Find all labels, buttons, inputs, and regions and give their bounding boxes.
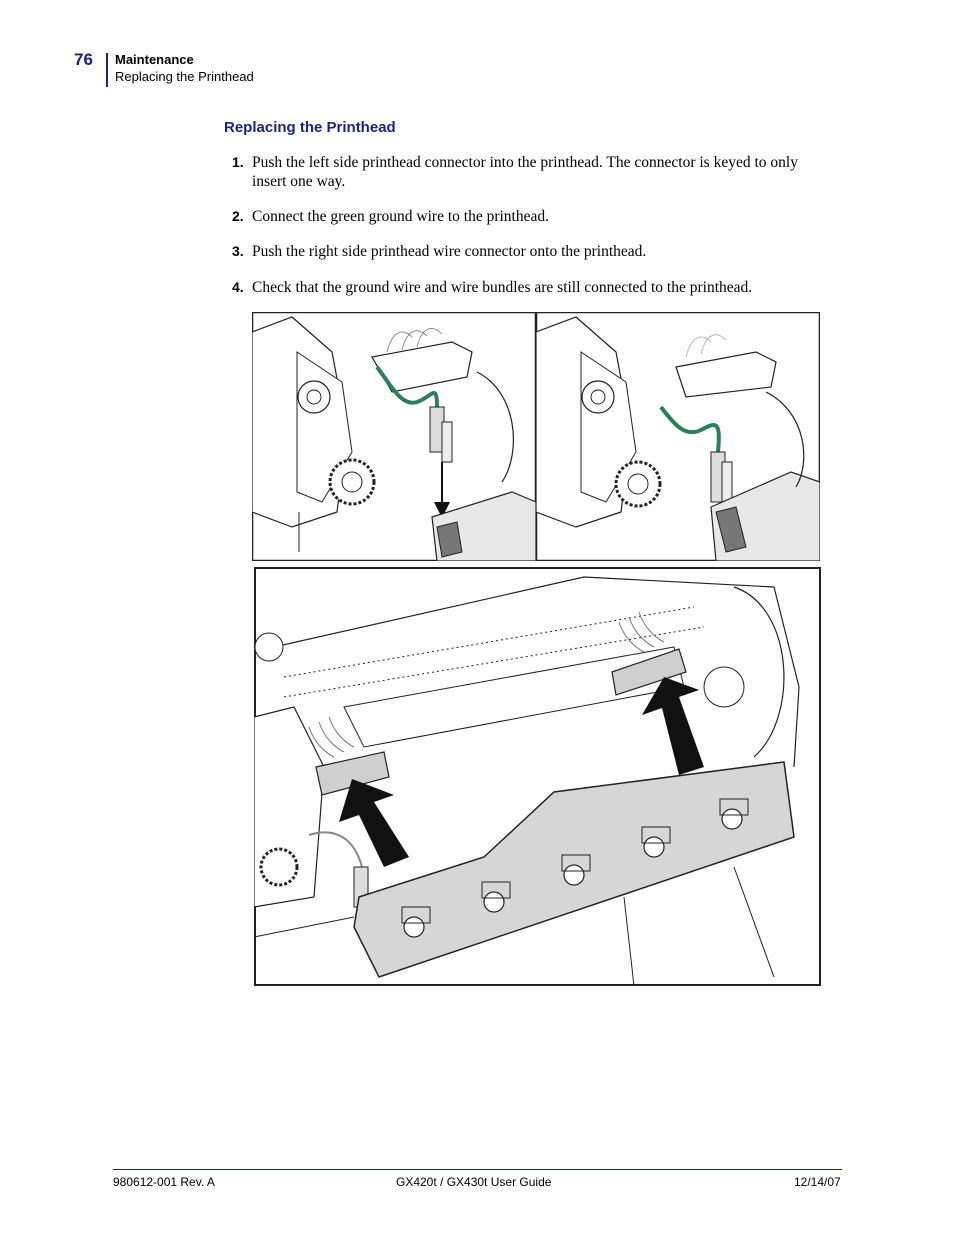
step-text: Push the right side printhead wire connector onto the printhead. [252,243,647,260]
step-number: 3. [232,243,244,259]
step-text: Push the left side printhead connector into the printhead. The connector is keyed to only insert one way. [252,154,798,190]
header-chapter: Maintenance [115,52,194,67]
step-3 [232,242,832,261]
step-1 [232,153,832,191]
header-divider [106,53,108,87]
figure-printhead-connectors-drawing [254,567,821,986]
figure-ground-wire-connected [536,312,820,561]
step-number: 2. [232,208,244,224]
section-title: Replacing the Printhead [224,119,396,136]
footer-guide-title: GX420t / GX430t User Guide [396,1175,552,1189]
footer-date: 12/14/07 [794,1175,841,1189]
footer-divider [113,1169,842,1170]
step-text: Check that the ground wire and wire bundles are still connected to the printhead. [252,279,753,296]
step-text: Connect the green ground wire to the printhead. [252,208,549,225]
figure-ground-wire-insert-drawing [252,312,536,561]
step-number: 4. [232,279,244,295]
page-number: 76 [74,50,93,69]
figure-ground-wire-connected-drawing [536,312,820,561]
step-number: 1. [232,154,244,170]
step-2 [232,207,832,226]
footer-doc-number: 980612-001 Rev. A [113,1175,215,1189]
header-section: Replacing the Printhead [115,69,254,84]
figure-printhead-connectors [254,567,821,986]
step-4 [232,278,832,297]
figure-ground-wire-insert [252,312,536,561]
